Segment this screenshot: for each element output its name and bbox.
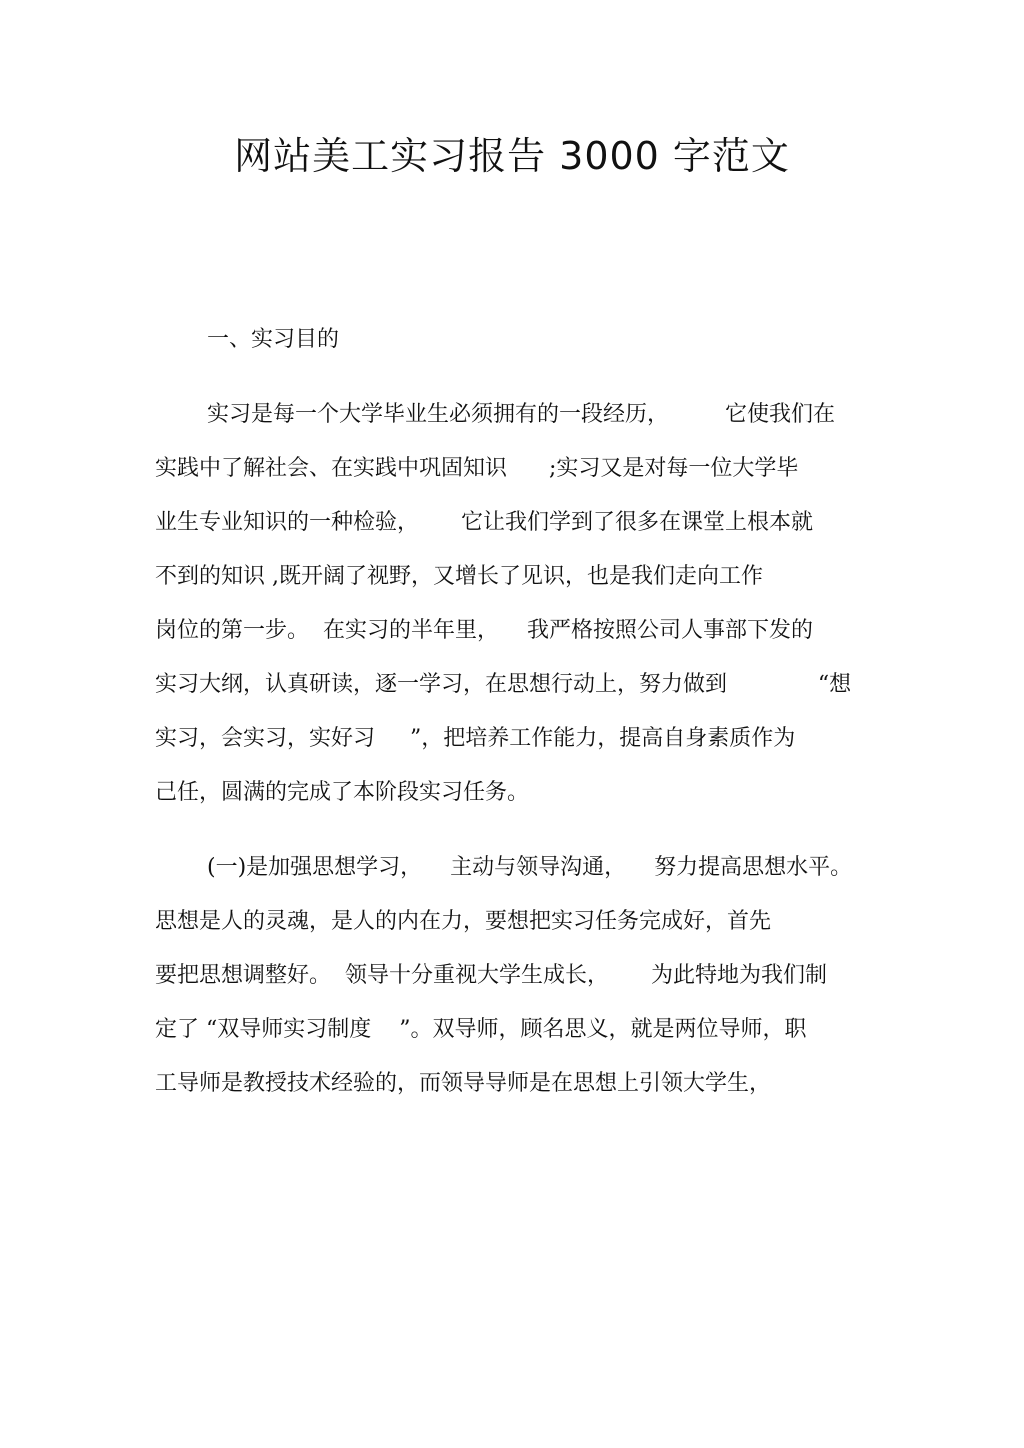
document-title: 网站美工实习报告 3000 字范文 (234, 134, 790, 178)
paragraph2-line-2: 思想是人的灵魂，是人的内在力，要想把实习任务完成好，首先 (155, 909, 772, 934)
paragraph1-line-8: 己任，圆满的完成了本阶段实习任务。 (155, 780, 530, 805)
paragraph1-line-3: 业生专业知识的一种检验， 它让我们学到了很多在课堂上根本就 (155, 510, 813, 535)
paragraph1-line-4: 不到的知识 ,既开阔了视野，又增长了见识，也是我们走向工作 (155, 564, 763, 589)
paragraph2-line-5: 工导师是教授技术经验的，而领导导师是在思想上引领大学生， (155, 1071, 772, 1096)
paragraph2-line-1: (一)是加强思想学习， 主动与领导沟通， 努力提高思想水平。 (207, 855, 853, 880)
paragraph1-line-2: 实践中了解社会、在实践中巩固知识 ;实习又是对每一位大学毕 (155, 456, 799, 481)
paragraph2-line-4: 定了 “双导师实习制度 ”。双导师，顾名思义，就是两位导师，职 (155, 1017, 807, 1042)
paragraph2-line-3: 要把思想调整好。 领导十分重视大学生成长， 为此特地为我们制 (155, 963, 827, 988)
paragraph1-line-6: 实习大纲，认真研读，逐一学习，在思想行动上，努力做到 “想 (155, 672, 852, 697)
section-heading: 一、实习目的 (207, 327, 340, 352)
paragraph1-line-7: 实习，会实习，实好习 ”，把培养工作能力，提高自身素质作为 (155, 726, 796, 751)
paragraph1-line-5: 岗位的第一步。 在实习的半年里， 我严格按照公司人事部下发的 (155, 618, 813, 643)
paragraph1-line-1: 实习是每一个大学毕业生必须拥有的一段经历， 它使我们在 (207, 402, 835, 427)
